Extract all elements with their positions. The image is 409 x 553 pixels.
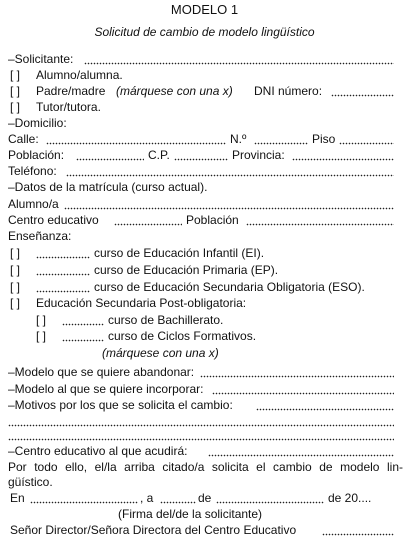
domicilio-label: –Domicilio: [8, 116, 67, 130]
fecha-en-label: En [10, 491, 25, 505]
curso-ep-field[interactable] [36, 262, 90, 279]
fecha-a-label: , a [140, 491, 154, 505]
motivos-line-3 [0, 427, 409, 444]
checkbox-eso[interactable]: [ ] [10, 280, 21, 294]
cp-field[interactable] [174, 147, 228, 164]
poblacion-label: Población: [8, 148, 65, 162]
fecha-dia-field[interactable] [160, 490, 196, 507]
firma-row [0, 506, 409, 523]
matricula-label: –Datos de la matrícula (curso actual). [8, 180, 208, 194]
form-title: MODELO 1 [170, 2, 239, 17]
matricula-note-row [0, 345, 409, 362]
destinatario-label: Señor Director/Señora Directora del Centro Educativo [10, 523, 297, 537]
destinatario-row [0, 522, 409, 539]
curso-ep-label: curso de Educación Primaria (EP). [94, 263, 279, 277]
motivos-label: –Motivos por los que se solicita el cambio: [8, 398, 233, 412]
cp-label: C.P. [148, 148, 170, 162]
checkbox-postobligatoria[interactable]: [ ] [10, 296, 21, 310]
domicilio-heading [0, 115, 409, 132]
calle-row [0, 131, 409, 148]
centro-acudira-row [0, 443, 409, 460]
curso-eso-row [0, 279, 409, 296]
fecha-de1-label: de [198, 491, 212, 505]
telefono-row [0, 163, 409, 180]
curso-eso-label: curso de Educación Secundaria Obligatoria (ESO). [94, 280, 365, 294]
incorporar-row [0, 381, 409, 398]
calle-field[interactable] [46, 131, 226, 148]
checkbox-alumno[interactable]: [ ] [10, 68, 21, 82]
curso-bachillerato-field[interactable] [62, 312, 104, 329]
firma-label: (Firma del/de la solicitante) [118, 507, 263, 521]
ensenanza-row [0, 228, 409, 245]
curso-ciclos-row [0, 328, 409, 345]
incorporar-field[interactable] [212, 381, 394, 398]
poblacion-row [0, 147, 409, 164]
fecha-row [0, 490, 409, 507]
numero-label: N.º [230, 132, 247, 146]
checkbox-ciclos[interactable]: [ ] [36, 329, 47, 343]
matricula-note: (márquese con una x) [102, 346, 219, 360]
fecha-mes-field[interactable] [216, 490, 324, 507]
curso-ei-row [0, 245, 409, 262]
motivos-row [0, 397, 409, 414]
piso-label: Piso [312, 132, 336, 146]
curso-eso-field[interactable] [36, 279, 90, 296]
fecha-anio-label: de 20.... [328, 491, 372, 505]
calle-label: Calle: [8, 132, 39, 146]
declaracion-line-2 [0, 474, 409, 491]
provincia-field[interactable] [292, 147, 394, 164]
dni-field[interactable] [331, 83, 394, 100]
option-padre-row [0, 83, 409, 100]
centro-poblacion-label: Población [186, 213, 239, 227]
fecha-lugar-field[interactable] [30, 490, 138, 507]
alumno-row [0, 196, 409, 213]
alumno-field[interactable] [64, 196, 394, 213]
numero-field[interactable] [254, 131, 308, 148]
incorporar-label: –Modelo al que se quiere incorporar: [8, 382, 204, 396]
curso-ei-field[interactable] [36, 245, 90, 262]
provincia-label: Provincia: [232, 148, 285, 162]
solicitante-field[interactable] [84, 51, 394, 68]
centro-acudira-field[interactable] [208, 443, 394, 460]
solicitante-row [0, 51, 409, 68]
alumno-label: Alumno/a [8, 197, 59, 211]
dni-label: DNI número: [254, 84, 323, 98]
postobligatoria-label: Educación Secundaria Post-obligatoria: [36, 296, 247, 310]
ensenanza-label: Enseñanza: [8, 229, 72, 243]
centro-acudira-label: –Centro educativo al que acudirá: [8, 444, 188, 458]
abandonar-row [0, 364, 409, 381]
poblacion-field[interactable] [76, 147, 144, 164]
postobligatoria-row [0, 295, 409, 312]
curso-bachillerato-row [0, 312, 409, 329]
matricula-heading [0, 179, 409, 196]
checkbox-ep[interactable]: [ ] [10, 263, 21, 277]
centro-field[interactable] [114, 212, 182, 229]
centro-row [0, 212, 409, 229]
centro-poblacion-field[interactable] [246, 212, 394, 229]
motivos-field[interactable] [256, 397, 394, 414]
curso-ciclos-label: curso de Ciclos Formativos. [108, 329, 257, 343]
option-tutor-row [0, 99, 409, 116]
telefono-label: Teléfono: [8, 164, 57, 178]
abandonar-label: –Modelo que se quiere abandonar: [8, 365, 195, 379]
curso-bachillerato-label: curso de Bachillerato. [108, 313, 224, 327]
curso-ciclos-field[interactable] [62, 328, 104, 345]
solicitante-label: –Solicitante: [8, 52, 74, 66]
option-tutor-label: Tutor/tutora. [36, 100, 101, 114]
option-padre-note: (márquese con una x) [116, 84, 233, 98]
option-alumno-row [0, 67, 409, 84]
telefono-field[interactable] [66, 163, 394, 180]
curso-ep-row [0, 262, 409, 279]
option-padre-label: Padre/madre [36, 84, 106, 98]
destinatario-field[interactable] [322, 522, 394, 539]
form-subtitle: Solicitud de cambio de modelo lingüístico [94, 25, 315, 39]
checkbox-bachillerato[interactable]: [ ] [36, 313, 47, 327]
checkbox-padre[interactable]: [ ] [10, 84, 21, 98]
checkbox-tutor[interactable]: [ ] [10, 100, 21, 114]
declaracion-text-1: Por todo ello, el/la arriba citado/a solicita el cambio de modelo lin- [8, 460, 403, 474]
motivos-field-3[interactable] [8, 427, 394, 444]
curso-ei-label: curso de Educación Infantil (EI). [94, 246, 265, 260]
centro-label: Centro educativo [8, 213, 99, 227]
declaracion-text-2: güístico. [8, 475, 53, 489]
checkbox-ei[interactable]: [ ] [10, 246, 21, 260]
option-alumno-label: Alumno/alumna. [36, 68, 123, 82]
piso-field[interactable] [339, 131, 394, 148]
abandonar-field[interactable] [200, 364, 394, 381]
